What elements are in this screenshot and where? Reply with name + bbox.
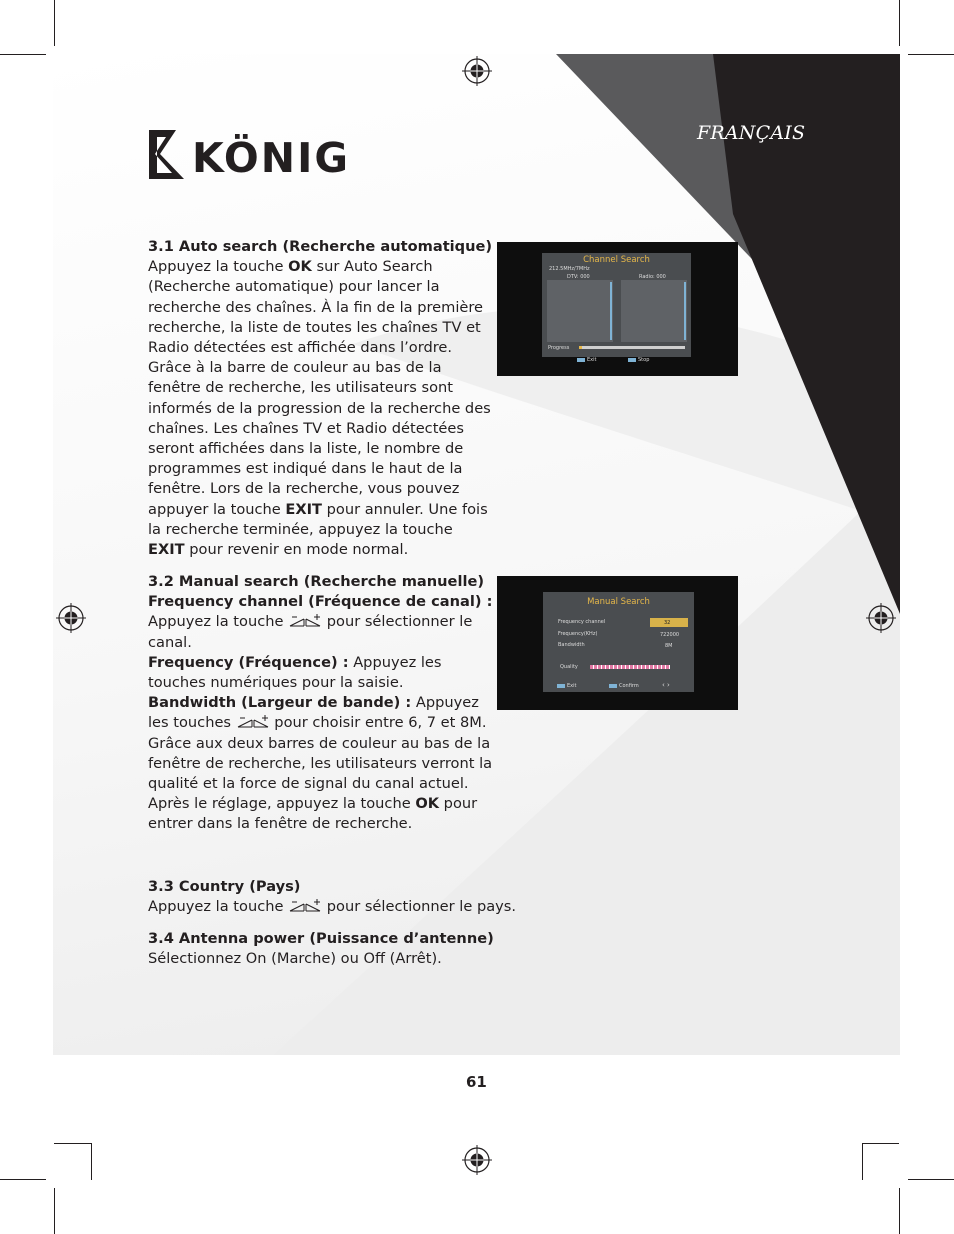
crop-mark <box>54 1188 55 1234</box>
section-country <box>148 877 548 917</box>
tv-dialog-title: Channel Search <box>583 255 650 265</box>
crop-mark <box>54 0 55 46</box>
language-label: FRANÇAIS <box>697 122 806 144</box>
key-exit: EXIT <box>285 500 323 518</box>
crop-mark <box>54 1143 91 1144</box>
exit-key-icon <box>577 358 585 362</box>
key-exit: EXIT <box>148 541 185 559</box>
section-body <box>148 257 493 560</box>
key-ok: OK <box>415 795 440 813</box>
channel-search-screenshot <box>497 242 738 376</box>
frequency-channel-label: Frequency channel (Fréquence de canal) : <box>148 593 493 611</box>
registration-mark <box>866 603 896 633</box>
key-ok: OK <box>288 258 312 276</box>
crop-mark <box>899 1188 900 1234</box>
section-body <box>148 653 493 693</box>
crop-mark <box>908 1179 954 1180</box>
body-text: Appuyez la touche <box>148 613 289 631</box>
registration-mark <box>462 56 492 86</box>
crop-mark <box>908 54 954 55</box>
tv-progress-bar <box>579 346 685 349</box>
tv-arrows: ‹ › <box>662 681 670 689</box>
section-manual-search <box>148 572 493 835</box>
crop-mark <box>91 1143 92 1180</box>
tv-progress-fill <box>579 346 582 349</box>
tv-confirm-label: Confirm <box>619 683 639 689</box>
section-body <box>148 693 493 834</box>
frequency-label: Frequency (Fréquence) : <box>148 653 349 671</box>
section-auto-search <box>148 237 493 560</box>
body-text: pour annuler. Une fois la recherche terminée, appuyez la touche <box>148 500 488 538</box>
registration-mark <box>56 603 86 633</box>
tv-dtv-count: DTV: 000 <box>567 274 590 280</box>
tv-progress-label: Progress <box>548 345 570 351</box>
volume-keys-icon <box>288 899 322 913</box>
section-heading: 3.2 Manual search (Recherche manuelle) <box>148 573 485 590</box>
body-text: Appuyez la touche <box>148 258 289 276</box>
crop-mark <box>899 0 900 46</box>
body-text: sur Auto Search (Recherche automatique) pour lancer la recherche des chaînes. À la fin de la première recherche, la liste de toutes les chaînes TV et Radio détectées est affichée dans l’ordre. Grâce à la barre de couleur au bas de la fenêtre de recherche, les utilisateurs sont informés de la progression de la recherche des chaînes. Les chaînes TV et Radio détectées seront affichées dans la liste, le nombre de programmes est indiqué dans le haut de la fenêtre. Lors de la recherche, vous pouvez appuyer la touche <box>148 258 491 518</box>
body-text: pour entrer dans la fenêtre de recherche. <box>148 795 478 833</box>
tv-row-value: 722000 <box>660 632 680 638</box>
body-text: Appuyez les touches <box>148 694 479 732</box>
konig-logo <box>146 127 356 187</box>
registration-mark <box>462 1145 492 1175</box>
body-text: Appuyez la touche <box>148 898 289 916</box>
section-heading: 3.4 Antenna power (Puissance d’antenne) <box>148 930 494 947</box>
page-number: 61 <box>466 1073 487 1091</box>
section-heading: 3.3 Country (Pays) <box>148 878 301 895</box>
tv-quality-label: Quality <box>560 664 578 670</box>
bandwidth-label: Bandwidth (Largeur de bande) : <box>148 694 412 712</box>
body-text: pour sélectionner le pays. <box>322 898 517 916</box>
tv-exit-label: Exit <box>587 357 597 363</box>
crop-mark <box>0 1179 46 1180</box>
tv-scrollbar <box>610 282 612 340</box>
manual-search-screenshot <box>497 576 738 710</box>
section-body: Sélectionnez On (Marche) ou Off (Arrêt). <box>148 950 442 968</box>
tv-stop-label: Stop <box>638 357 650 363</box>
exit-key-icon <box>557 684 565 688</box>
section-body <box>148 612 493 652</box>
tv-radio-count: Radio: 000 <box>639 274 666 280</box>
confirm-key-icon <box>609 684 617 688</box>
volume-keys-icon <box>288 614 322 628</box>
section-heading: 3.1 Auto search (Recherche automatique) <box>148 238 493 255</box>
body-text: pour revenir en mode normal. <box>184 541 409 559</box>
konig-k-emblem-icon <box>146 127 356 183</box>
section-body <box>148 897 548 917</box>
svg-text:KÖNIG: KÖNIG <box>192 134 351 182</box>
tv-dialog-title: Manual Search <box>587 597 650 607</box>
radio-scrollbar <box>684 282 686 340</box>
tv-exit-label: Exit <box>567 683 577 689</box>
crop-mark <box>862 1143 863 1180</box>
tv-row-label: Frequency(KHz) <box>558 631 598 637</box>
tv-frequency: 212.5MHz/7MHz <box>549 266 590 272</box>
radio-list-panel <box>621 280 687 342</box>
tv-row-label: Bandwidth <box>558 642 585 648</box>
tv-row-value: 8M <box>665 643 673 649</box>
tv-list-panel <box>547 280 613 342</box>
tv-quality-bar <box>590 665 670 669</box>
tv-row-label: Frequency channel <box>558 619 606 625</box>
stop-key-icon <box>628 358 636 362</box>
tv-row-value: 32 <box>664 620 671 626</box>
volume-keys-icon <box>236 715 270 729</box>
crop-mark <box>862 1143 899 1144</box>
section-antenna-power <box>148 929 548 969</box>
body-text: Appuyez les touches numériques pour la saisie. <box>148 653 442 692</box>
body-text: pour sélectionner le canal. <box>148 613 473 651</box>
body-text: pour choisir entre 6, 7 et 8M. Grâce aux deux barres de couleur au bas de la fenêtre de recherche, les utilisateurs verront la qualité et la force de signal du canal actuel. Après le réglage, appuyez la touche <box>148 714 493 813</box>
crop-mark <box>0 54 46 55</box>
